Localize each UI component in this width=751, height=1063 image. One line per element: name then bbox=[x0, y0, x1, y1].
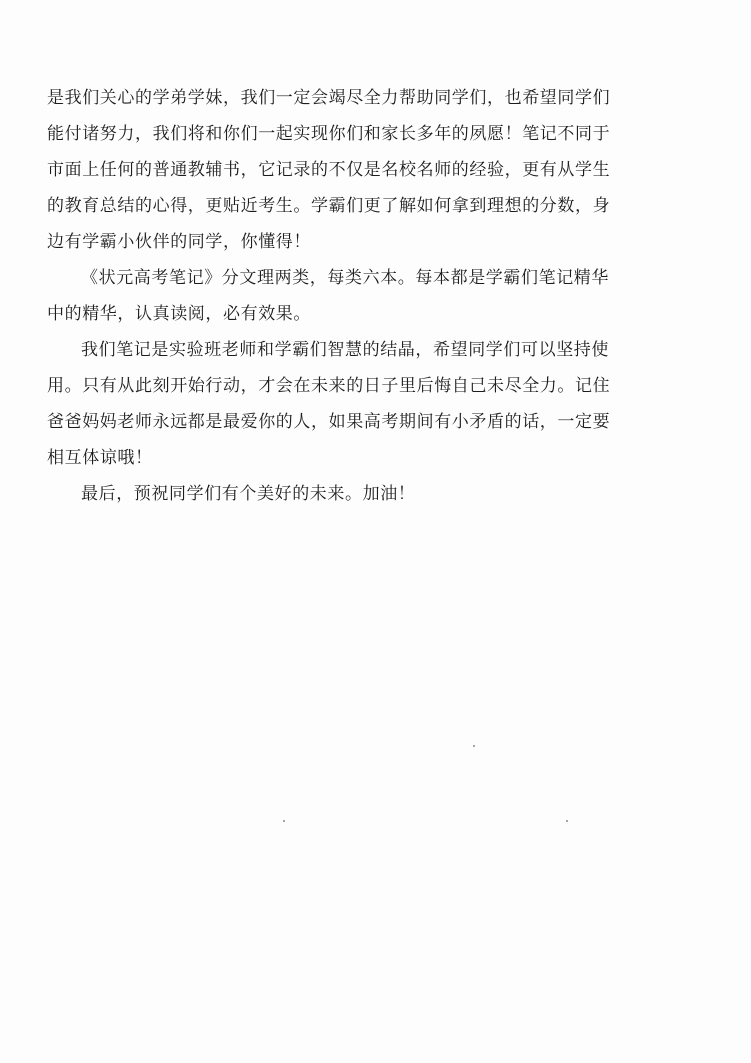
text-line: 边有学霸小伙伴的同学，你懂得！ bbox=[47, 232, 311, 252]
body-text bbox=[47, 80, 712, 512]
text-line: 能付诸努力，我们将和你们一起实现你们和家长多年的夙愿！笔记不同于 bbox=[47, 124, 611, 144]
text-line: 我们笔记是实验班老师和学霸们智慧的结晶，希望同学们可以坚持使 bbox=[81, 340, 609, 360]
text-line: 是我们关心的学弟学妹，我们一定会竭尽全力帮助同学们，也希望同学们 bbox=[47, 88, 611, 108]
text-line: 中的精华，认真读阅，必有效果。 bbox=[47, 304, 311, 324]
text-line: 最后，预祝同学们有个美好的未来。加油！ bbox=[81, 484, 416, 504]
scan-speck bbox=[566, 820, 568, 822]
scan-speck bbox=[473, 745, 475, 747]
text-line: 市面上任何的普通教辅书，它记录的不仅是名校名师的经验，更有从学生 bbox=[47, 160, 611, 180]
text-line: 的教育总结的心得，更贴近考生。学霸们更了解如何拿到理想的分数，身 bbox=[47, 196, 611, 216]
text-line: 用。只有从此刻开始行动，才会在未来的日子里后悔自己未尽全力。记住 bbox=[47, 376, 611, 396]
text-line: 《状元高考笔记》分文理两类，每类六本。每本都是学霸们笔记精华 bbox=[81, 268, 609, 288]
text-line: 爸爸妈妈老师永远都是最爱你的人，如果高考期间有小矛盾的话，一定要 bbox=[47, 412, 611, 432]
text-line: 相互体谅哦！ bbox=[47, 448, 153, 468]
scan-speck bbox=[283, 820, 285, 822]
